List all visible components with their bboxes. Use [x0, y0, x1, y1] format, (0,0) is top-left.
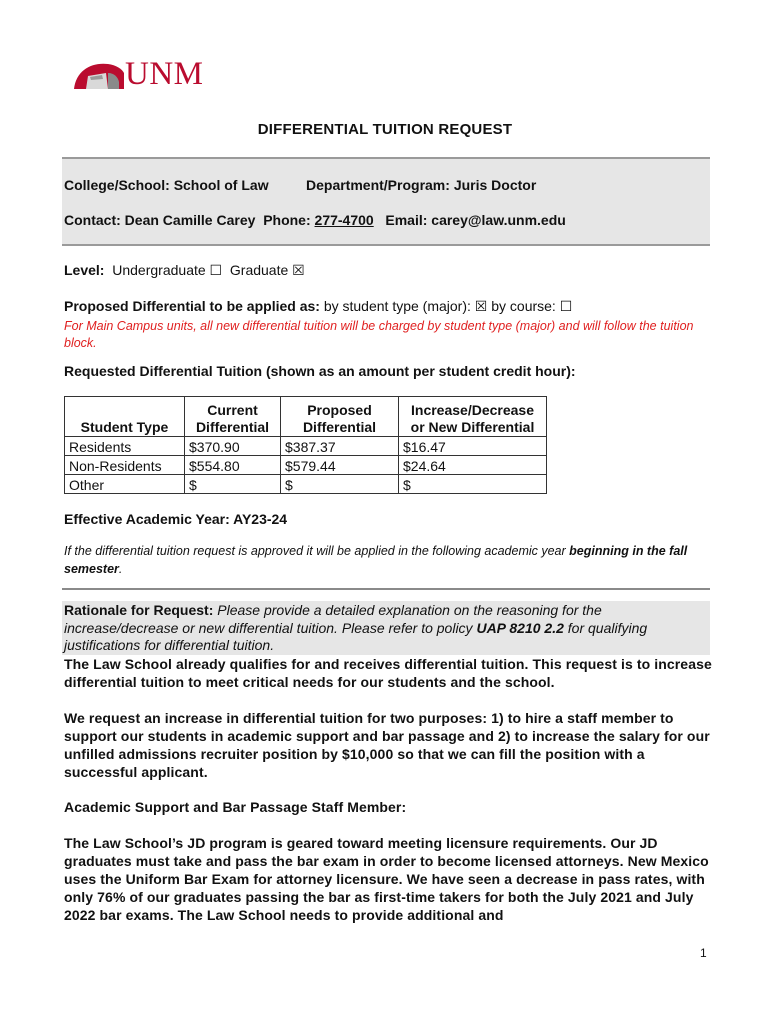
table-cell: $370.90 — [185, 437, 281, 456]
table-header-cell: Increase/Decrease or New Differential — [399, 397, 547, 437]
unm-logo — [72, 56, 204, 93]
contact-value: Dean Camille Carey — [124, 212, 256, 228]
by-student-type-checkbox[interactable]: ☒ — [474, 298, 488, 314]
unm-logo-text: UNM — [125, 56, 204, 92]
table-cell: Other — [65, 475, 185, 494]
approval-note — [64, 542, 716, 578]
rationale-prompt — [64, 602, 708, 655]
rationale-text-end: for qualifying justifications for differential tuition. — [64, 619, 648, 653]
level-row — [64, 262, 305, 279]
header-shaded-box — [62, 157, 710, 246]
table-cell: $ — [281, 475, 399, 494]
level-label: Level: — [64, 262, 105, 278]
tuition-table — [64, 396, 547, 494]
table-row — [65, 437, 547, 456]
main-campus-note: For Main Campus units, all new differential tuition will be charged by student type (major) and will follow the tuition block. — [64, 319, 694, 350]
phone-label: Phone: — [263, 212, 311, 228]
table-header-cell: Proposed Differential — [281, 397, 399, 437]
table-row — [65, 475, 547, 494]
table-header-cell: Current Differential — [185, 397, 281, 437]
table-row — [65, 456, 547, 475]
college-label: College/School: — [64, 177, 170, 193]
approval-note-bold: beginning in the fall semester — [64, 544, 688, 576]
phone-value[interactable]: 277-4700 — [314, 212, 374, 228]
table-header-cell: Student Type — [65, 397, 185, 437]
approval-note-end: . — [118, 562, 123, 576]
table-cell: $579.44 — [281, 456, 399, 475]
level-undergraduate-label: Undergraduate — [112, 262, 206, 278]
proposed-label: Proposed Differential to be applied as: — [64, 298, 320, 314]
paragraph-qualifies: The Law School already qualifies for and receives differential tuition. This request is to increase differential tuition to meet critical needs for our students and the school. — [64, 656, 712, 690]
email-value[interactable]: carey@law.unm.edu — [431, 212, 566, 228]
policy-reference: UAP 8210 2.2 — [476, 619, 564, 636]
contact-label: Contact: — [64, 212, 121, 228]
department-field — [306, 177, 536, 193]
table-cell: $24.64 — [399, 456, 547, 475]
by-course-label: by course: — [491, 298, 556, 314]
approval-note-text: If the differential tuition request is approved it will be applied in the following academic year — [64, 544, 566, 558]
college-value: School of Law — [173, 177, 269, 193]
email-label: Email: — [385, 212, 428, 228]
college-row — [64, 177, 537, 193]
page-number: 1 — [700, 946, 707, 960]
graduate-checkbox[interactable]: ☒ — [292, 262, 305, 278]
table-cell: Residents — [65, 437, 185, 456]
undergraduate-checkbox[interactable]: ☐ — [209, 262, 223, 278]
table-cell: Non-Residents — [65, 456, 185, 475]
paragraph-purposes: We request an increase in differential tuition for two purposes: 1) to hire a staff member to support our students in academic support and bar passage and 2) to increase the salary for our unfilled admissions recruiter position by $10,000 so that we can fill the position with a successful applicant. — [64, 710, 710, 780]
level-graduate-label: Graduate — [229, 262, 289, 278]
staff-member-heading: Academic Support and Bar Passage Staff Member: — [64, 799, 407, 815]
rationale-label: Rationale for Request: — [64, 602, 214, 618]
contact-row — [64, 212, 566, 228]
table-header-row — [65, 397, 547, 437]
table-cell: $16.47 — [399, 437, 547, 456]
effective-year: Effective Academic Year: AY23-24 — [64, 511, 288, 527]
page-title: DIFFERENTIAL TUITION REQUEST — [257, 121, 513, 138]
paragraph-bar-exam: The Law School’s JD program is geared toward meeting licensure requirements. Our JD graduates must take and pass the bar exam in order to become licensed attorneys. New Mexico uses the Uniform Bar Exam for attorney licensure. We have seen a decrease in pass rates, with only 76% of our graduates passing the bar as first-time takers for both the July 2021 and July 2022 bar exams. The Law School needs to provide additional and — [64, 835, 709, 923]
by-course-checkbox[interactable]: ☐ — [559, 298, 573, 314]
table-cell: $ — [399, 475, 547, 494]
proposed-row — [64, 298, 572, 315]
table-cell: $387.37 — [281, 437, 399, 456]
requested-tuition-heading: Requested Differential Tuition (shown as an amount per student credit hour): — [64, 363, 576, 379]
by-student-type-label: by student type (major): — [323, 298, 471, 314]
table-cell: $ — [185, 475, 281, 494]
unm-logo-mark-icon — [72, 60, 124, 90]
table-cell: $554.80 — [185, 456, 281, 475]
department-value: Juris Doctor — [453, 177, 537, 193]
rationale-text: Please provide a detailed explanation on the reasoning for the increase/decrease or new differential tuition. Please refer to policy — [64, 602, 602, 636]
department-label: Department/Program: — [306, 177, 450, 193]
section-divider — [62, 588, 710, 590]
